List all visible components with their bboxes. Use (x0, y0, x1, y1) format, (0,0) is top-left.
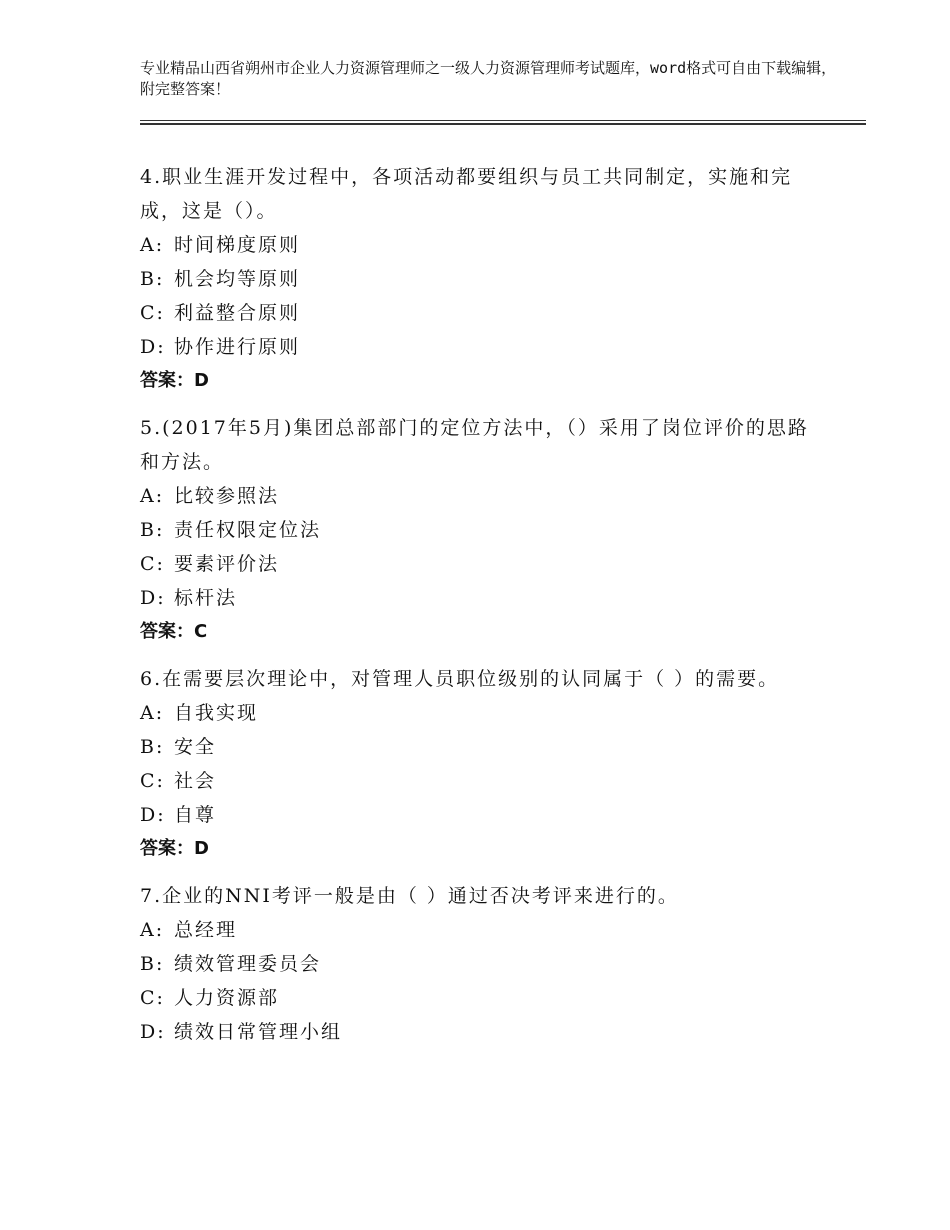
option-letter: B: (140, 268, 165, 290)
question-text: 5.(2017年5月)集团总部部门的定位方法中，（）采用了岗位评价的思路和方法。 (140, 417, 809, 473)
option-a (140, 696, 820, 730)
option-c (140, 296, 820, 330)
option-text: 利益整合原则 (174, 302, 301, 324)
option-b (140, 262, 820, 296)
option-a (140, 913, 820, 947)
option-text: 责任权限定位法 (174, 519, 322, 541)
option-letter: D: (140, 336, 166, 358)
header-title: 专业精品山西省朔州市企业人力资源管理师之一级人力资源管理师考试题库，word格式可自由下载编辑，附完整答案！ (140, 59, 837, 98)
header-divider (140, 120, 866, 125)
question-5 (140, 411, 820, 649)
option-letter: D: (140, 1021, 166, 1043)
option-text: 机会均等原则 (174, 268, 301, 290)
option-c (140, 547, 820, 581)
option-b (140, 730, 820, 764)
option-letter: B: (140, 736, 165, 758)
option-text: 要素评价法 (174, 553, 280, 575)
option-text: 自尊 (174, 804, 217, 826)
option-text: 比较参照法 (174, 485, 280, 507)
option-letter: D: (140, 804, 166, 826)
option-text: 标杆法 (174, 587, 238, 609)
option-letter: B: (140, 519, 165, 541)
option-c (140, 981, 820, 1015)
option-letter: C: (140, 770, 165, 792)
option-letter: A: (140, 234, 165, 256)
option-letter: A: (140, 919, 165, 941)
question-list (140, 160, 820, 1062)
option-text: 绩效日常管理小组 (174, 1021, 343, 1043)
option-d (140, 798, 820, 832)
question-7 (140, 879, 820, 1049)
option-letter: C: (140, 987, 165, 1009)
option-b (140, 513, 820, 547)
question-4 (140, 160, 820, 398)
question-6 (140, 662, 820, 866)
question-text: 7.企业的NNI考评一般是由（ ）通过否决考评来进行的。 (140, 885, 679, 907)
option-text: 总经理 (174, 919, 238, 941)
answer-text: 答案：C (140, 621, 208, 642)
question-text: 6.在需要层次理论中，对管理人员职位级别的认同属于（ ）的需要。 (140, 668, 780, 690)
option-letter: C: (140, 553, 165, 575)
option-letter: A: (140, 702, 165, 724)
document-header (140, 58, 840, 100)
option-letter: A: (140, 485, 165, 507)
option-a (140, 479, 820, 513)
answer-text: 答案：D (140, 370, 209, 391)
option-letter: C: (140, 302, 165, 324)
option-text: 绩效管理委员会 (174, 953, 322, 975)
option-letter: B: (140, 953, 165, 975)
option-a (140, 228, 820, 262)
option-d (140, 1015, 820, 1049)
option-text: 安全 (174, 736, 217, 758)
option-d (140, 581, 820, 615)
option-text: 时间梯度原则 (174, 234, 301, 256)
answer-text: 答案：D (140, 838, 209, 859)
option-text: 自我实现 (174, 702, 259, 724)
option-text: 人力资源部 (174, 987, 280, 1009)
question-text: 4.职业生涯开发过程中，各项活动都要组织与员工共同制定，实施和完成，这是（）。 (140, 166, 793, 222)
option-d (140, 330, 820, 364)
option-letter: D: (140, 587, 166, 609)
option-b (140, 947, 820, 981)
option-text: 社会 (174, 770, 217, 792)
option-text: 协作进行原则 (174, 336, 301, 358)
option-c (140, 764, 820, 798)
